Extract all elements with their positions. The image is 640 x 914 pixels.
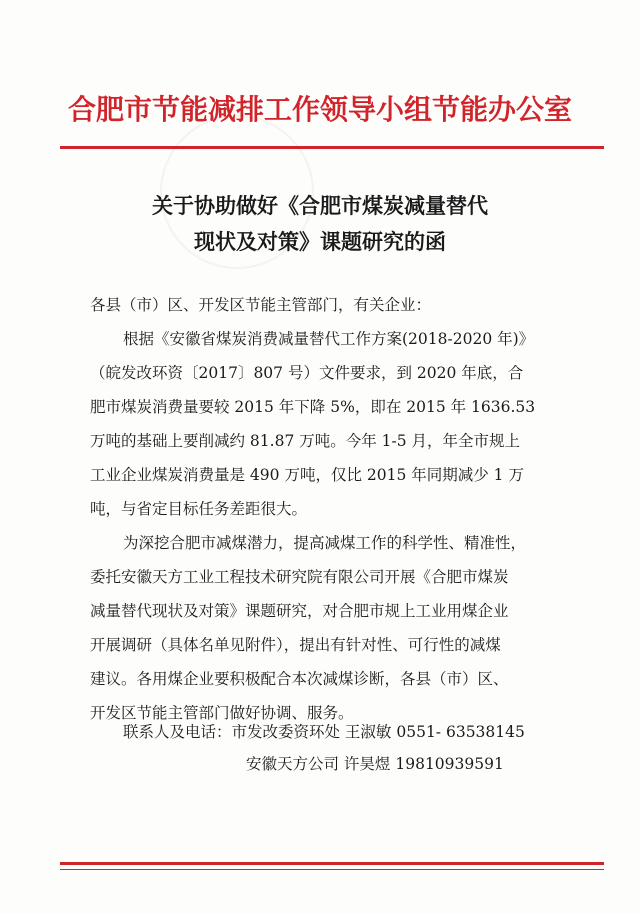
paragraph1-line: 肥市煤炭消费量要较 2015 年下降 5%，即在 2015 年 1636.53 bbox=[90, 398, 536, 416]
contact-line-2: 安徽天方公司 许昊煜 19810939591 bbox=[246, 755, 504, 773]
paragraph1-line: 吨，与省定目标任务差距很大。 bbox=[90, 500, 308, 518]
paragraph1-line: 工业企业煤炭消费量是 490 万吨，仅比 2015 年同期减少 1 万 bbox=[90, 466, 524, 484]
document-title bbox=[100, 188, 540, 260]
letter-body bbox=[90, 288, 576, 730]
footer-divider-thick bbox=[60, 862, 604, 865]
paragraph2-line: 为深挖合肥市减煤潜力，提高减煤工作的科学性、精准性， bbox=[123, 534, 527, 552]
issuing-office-title: 合肥市节能减排工作领导小组节能办公室 bbox=[67, 93, 572, 126]
title-line-1: 关于协助做好《合肥市煤炭减量替代 bbox=[152, 193, 488, 218]
paragraph2-line: 开发区节能主管部门做好协调、服务。 bbox=[90, 704, 354, 722]
contact-line-1: 联系人及电话：市发改委资环处 王淑敏 0551- 63538145 bbox=[123, 723, 525, 741]
paragraph2-line: 建议。各用煤企业要积极配合本次减煤诊断，各县（市）区、 bbox=[90, 670, 509, 688]
paragraph2-line: 减量替代现状及对策》课题研究，对合肥市规上工业用煤企业 bbox=[90, 602, 509, 620]
paragraph2-line: 开展调研（具体名单见附件），提出有针对性、可行性的减煤 bbox=[90, 636, 501, 654]
paragraph1-line: 根据《安徽省煤炭消费减量替代工作方案(2018-2020 年)》 bbox=[123, 330, 535, 348]
title-line-2: 现状及对策》课题研究的函 bbox=[194, 229, 446, 254]
paragraph2-line: 委托安徽天方工业工程技术研究院有限公司开展《合肥市煤炭 bbox=[90, 568, 509, 586]
paragraph1-line: （皖发改环资〔2017〕807 号）文件要求，到 2020 年底，合 bbox=[90, 364, 524, 382]
recipient-line: 各县（市）区、开发区节能主管部门，有关企业： bbox=[90, 296, 432, 314]
paragraph1-line: 万吨的基础上要削减约 81.87 万吨。今年 1-5 月，年全市规上 bbox=[90, 432, 521, 450]
footer-divider-thin bbox=[60, 869, 604, 870]
header-divider bbox=[60, 146, 604, 149]
